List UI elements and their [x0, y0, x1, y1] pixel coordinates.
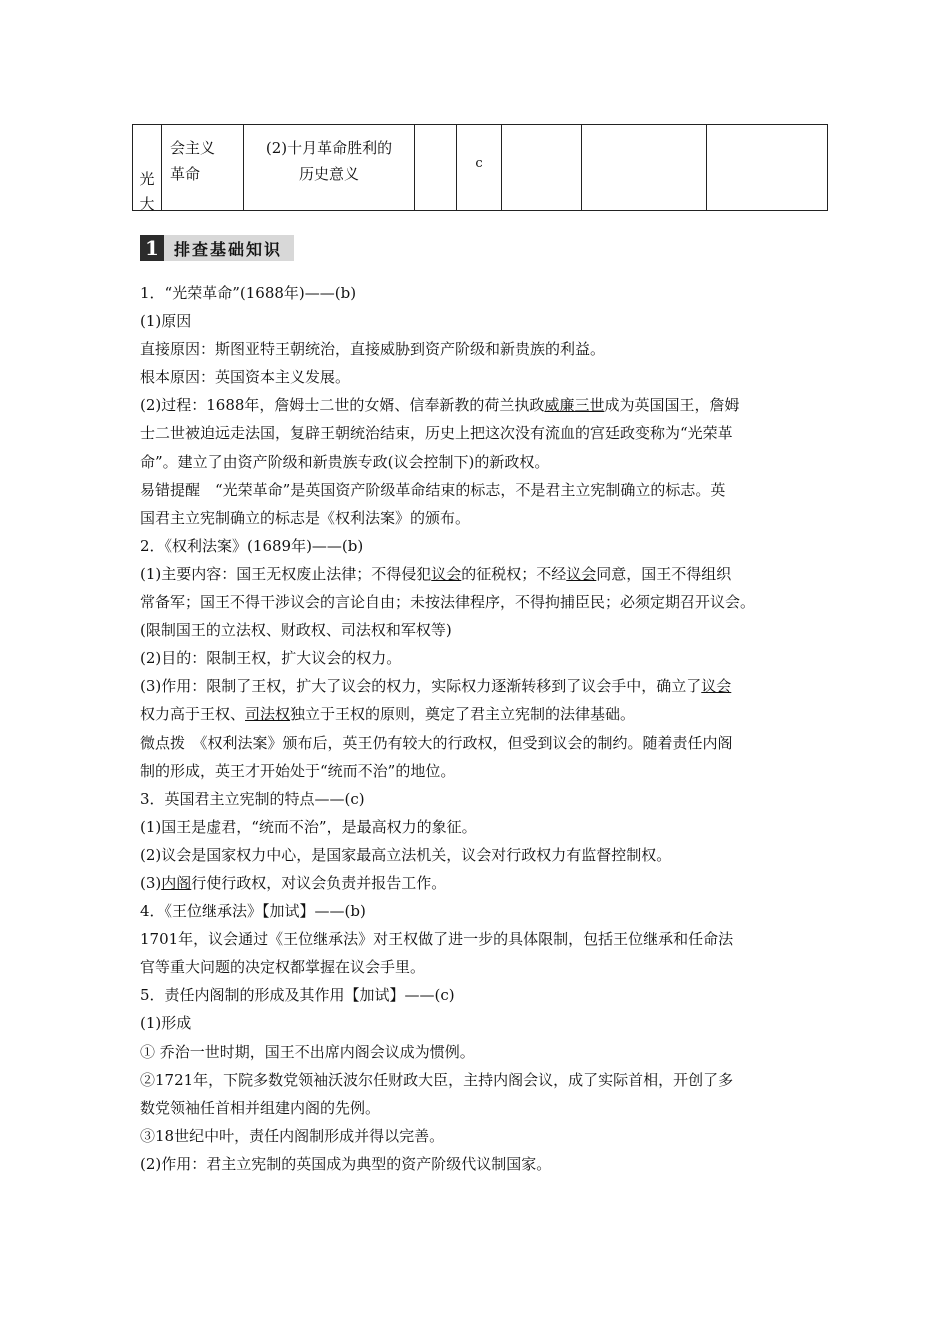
text-line — [140, 1122, 820, 1150]
text-segment: 成为英国国王，詹姆 — [604, 396, 740, 415]
underlined-term: 议会 — [566, 564, 597, 583]
text-line — [140, 279, 820, 307]
text-segment: (1)主要内容：国王无权废止法律；不得侵犯 — [140, 564, 432, 583]
table-cell-category — [133, 125, 162, 211]
text-line — [140, 1066, 820, 1094]
section-header — [140, 235, 294, 261]
underlined-term: 司法权 — [245, 705, 291, 724]
cell-text: 光 — [139, 170, 155, 188]
text-segment: (2)过程：1688年，詹姆士二世的女婿、信奉新教的荷兰执政 — [140, 396, 545, 415]
text-segment: 1701年，议会通过《王位继承法》对王权做了进一步的具体限制，包括王位继承和任命法 — [140, 930, 734, 949]
summary-table — [132, 124, 828, 211]
cell-text: 大 — [139, 195, 155, 213]
text-line — [140, 981, 820, 1009]
text-segment: 4．《王位继承法》【加试】——(b) — [140, 902, 366, 921]
text-segment: (3)作用：限制了王权，扩大了议会的权力，实际权力逐渐转移到了议会手中，确立了 — [140, 677, 702, 696]
text-line — [140, 391, 820, 419]
text-line — [140, 560, 820, 588]
underlined-term: 议会 — [431, 564, 462, 583]
cell-text: 会主义 — [170, 139, 216, 157]
text-segment: 制的形成，英王才开始处于“统而不治”的地位。 — [140, 761, 456, 780]
text-line — [140, 869, 820, 897]
table-cell-point — [244, 125, 415, 211]
text-line — [140, 700, 820, 728]
text-segment: 独立于王权的原则，奠定了君主立宪制的法律基础。 — [290, 705, 636, 724]
text-segment: 行使行政权，对议会负责并报告工作。 — [191, 873, 447, 892]
text-line — [140, 363, 820, 391]
section-number: 1 — [140, 235, 164, 261]
text-line — [140, 729, 820, 757]
section-title: 排查基础知识 — [174, 239, 283, 259]
underlined-term: 威廉三世 — [544, 396, 605, 415]
text-segment: ③18世纪中叶，责任内阁制形成并得以完善。 — [140, 1126, 445, 1145]
table-cell-empty — [415, 125, 457, 211]
table-cell-level — [457, 125, 502, 211]
text-line — [140, 953, 820, 981]
text-segment: 3．英国君主立宪制的特点——(c) — [140, 789, 365, 808]
text-line — [140, 307, 820, 335]
text-line — [140, 672, 820, 700]
text-line — [140, 616, 820, 644]
text-segment: (2)目的：限制王权，扩大议会的权力。 — [140, 649, 402, 668]
text-line — [140, 476, 820, 504]
text-segment: ① 乔治一世时期，国王不出席内阁会议成为惯例。 — [140, 1042, 475, 1061]
text-segment: 1．“光荣革命”(1688年)——(b) — [140, 284, 357, 302]
text-segment: 的征税权；不经 — [461, 564, 567, 583]
text-line — [140, 1038, 820, 1066]
text-segment: (1)形成 — [140, 1014, 192, 1033]
text-segment: 命”。建立了由资产阶级和新贵族专政(议会控制下)的新政权。 — [140, 452, 550, 471]
text-line — [140, 644, 820, 672]
text-segment: 根本原因：英国资本主义发展。 — [140, 368, 351, 387]
table-cell-topic — [162, 125, 244, 211]
table-row — [133, 125, 828, 211]
text-segment: (2)作用：君主立宪制的英国成为典型的资产阶级代议制国家。 — [140, 1154, 552, 1173]
text-segment: 权力高于王权、 — [140, 705, 246, 724]
text-segment: 直接原因：斯图亚特王朝统治，直接威胁到资产阶级和新贵族的利益。 — [140, 340, 606, 359]
text-segment: 易错提醒 “光荣革命”是英国资产阶级革命结束的标志，不是君主立宪制确立的标志。英 — [140, 480, 726, 499]
text-line — [140, 897, 820, 925]
text-segment: (2)议会是国家权力中心，是国家最高立法机关，议会对行政权力有监督控制权。 — [140, 845, 672, 864]
text-segment: 士二世被迫远走法国，复辟王朝统治结束，历史上把这次没有流血的宫廷政变称为“光荣革 — [140, 424, 733, 443]
text-line — [140, 532, 820, 560]
cell-text: 历史意义 — [298, 165, 359, 183]
text-segment: (限制国王的立法权、财政权、司法权和军权等) — [140, 621, 452, 640]
text-line — [140, 1094, 820, 1122]
cell-text: c — [475, 156, 483, 171]
text-segment: (1)国王是虚君，“统而不治”，是最高权力的象征。 — [140, 817, 477, 836]
table-cell-empty — [502, 125, 582, 211]
text-line — [140, 1009, 820, 1037]
text-segment: ②1721年，下院多数党领袖沃波尔任财政大臣，主持内阁会议，成了实际首相，开创了多 — [140, 1070, 734, 1089]
text-segment: 同意，国王不得组织 — [596, 564, 732, 583]
cell-text: 革命 — [170, 165, 201, 183]
text-line — [140, 448, 820, 476]
table-cell-empty — [582, 125, 707, 211]
text-line — [140, 419, 820, 447]
text-segment: 2．《权利法案》(1689年)——(b) — [140, 536, 364, 555]
underlined-term: 议会 — [701, 677, 732, 696]
text-segment: 官等重大问题的决定权都掌握在议会手里。 — [140, 958, 426, 977]
text-segment: 国君主立宪制确立的标志是《权利法案》的颁布。 — [140, 508, 471, 527]
text-segment: 常备军；国王不得干涉议会的言论自由；未按法律程序，不得拘捕臣民；必须定期召开议会。 — [140, 593, 756, 612]
text-line — [140, 757, 820, 785]
text-line — [140, 813, 820, 841]
text-line — [140, 1150, 820, 1178]
text-line — [140, 504, 820, 532]
text-line — [140, 335, 820, 363]
text-line — [140, 841, 820, 869]
cell-text: (2)十月革命胜利的 — [265, 139, 393, 157]
text-segment: (1)原因 — [140, 312, 192, 331]
text-line — [140, 785, 820, 813]
text-segment: (3) — [140, 873, 162, 892]
body-text — [140, 279, 820, 1178]
text-line — [140, 588, 820, 616]
table-cell-empty — [707, 125, 828, 211]
text-line — [140, 925, 820, 953]
text-segment: 微点拨 《权利法案》颁布后，英王仍有较大的行政权，但受到议会的制约。随着责任内阁 — [140, 733, 733, 752]
underlined-term: 内阁 — [161, 873, 192, 892]
text-segment: 5．责任内阁制的形成及其作用【加试】——(c) — [140, 986, 455, 1005]
text-segment: 数党领袖任首相并组建内阁的先例。 — [140, 1098, 381, 1117]
